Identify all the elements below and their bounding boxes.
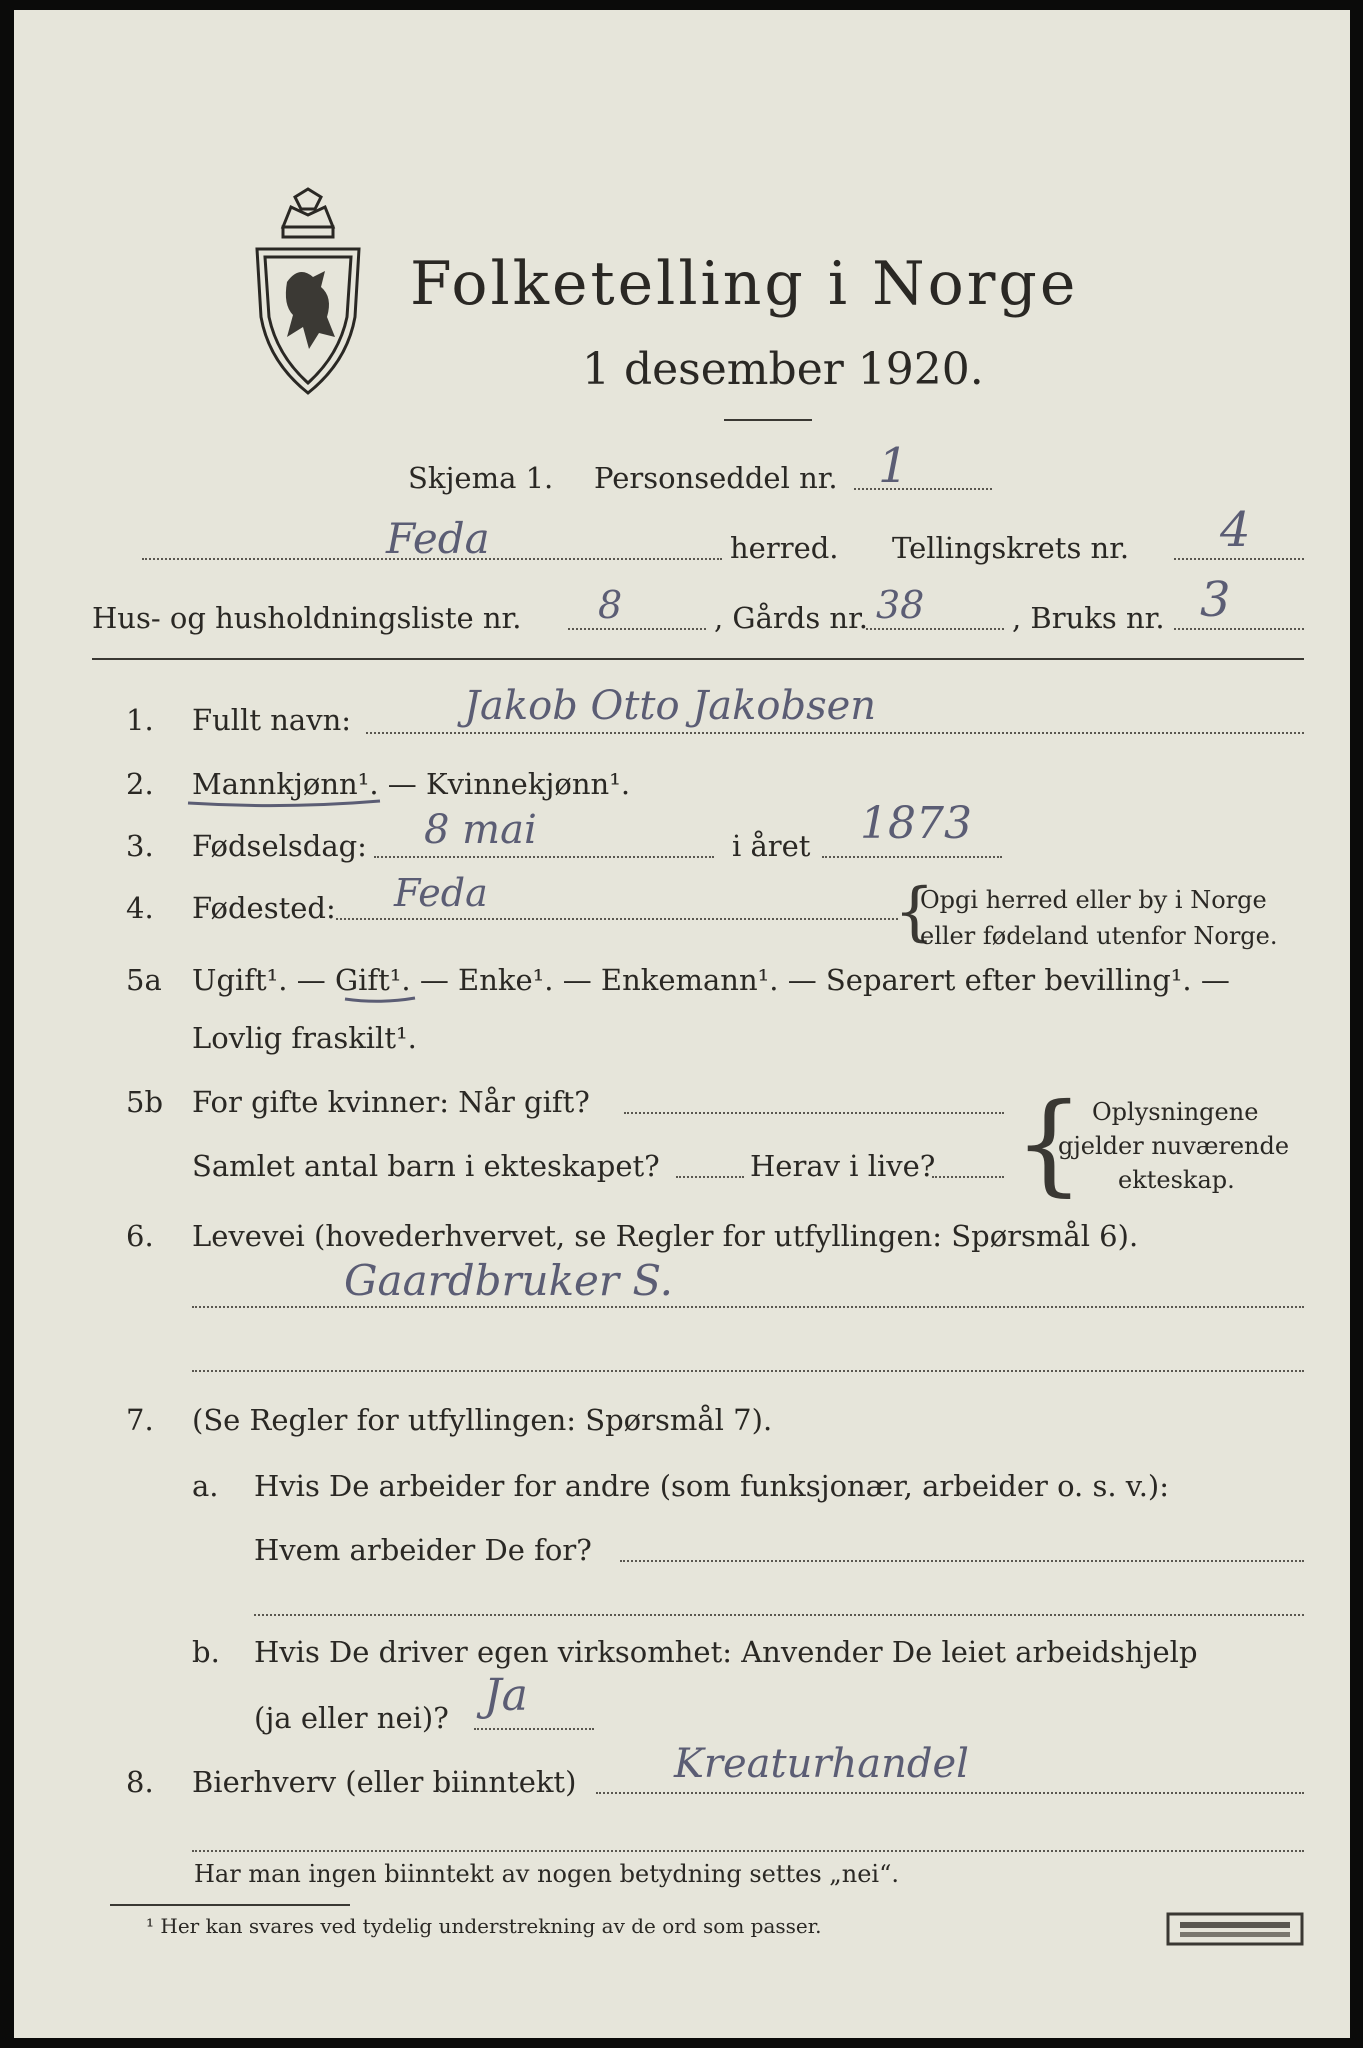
birthplace-label: Fødested: [192, 891, 336, 925]
occupation-value: Gaardbruker S. [344, 1256, 673, 1305]
birth-year-value: 1873 [860, 798, 972, 849]
full-name-label: Fullt navn: [192, 703, 352, 737]
full-name-value: Jakob Otto Jakobsen [464, 683, 877, 729]
gender-options: Mannkjønn¹. — Kvinnekjønn¹. [192, 767, 631, 801]
q7a-label: Hvis De arbeider for andre (som funksjonær, arbeider o. s. v.): [254, 1469, 1170, 1503]
side-income-note: Har man ingen biinntekt av nogen betydning settes „nei“. [194, 1860, 899, 1888]
bruks-label: , Bruks nr. [1012, 601, 1165, 635]
form-title: Folketelling i Norge [410, 249, 1079, 319]
hus-value: 8 [598, 583, 623, 627]
footnote: ¹ Her kan svares ved tydelig understrekning av de ord som passer. [146, 1914, 822, 1938]
employer-label: Hvem arbeider De for? [254, 1533, 592, 1567]
marital-options: Ugift¹. — Gift¹. — Enke¹. — Enkemann¹. — Separert efter bevilling¹. — [192, 963, 1230, 997]
form-date: 1 desember 1920. [582, 344, 984, 395]
marriage-note-3: ekteskap. [1118, 1166, 1235, 1194]
marital-underline [342, 992, 418, 1006]
personseddel-label: Personseddel nr. [594, 461, 838, 495]
marriage-note-2: gjelder nuværende [1058, 1132, 1290, 1160]
birthplace-value: Feda [394, 871, 488, 915]
side-income-label: Bierhverv (eller biinntekt) [192, 1765, 577, 1799]
census-form-page: Folketelling i Norge 1 desember 1920. Skjema 1. Personseddel nr. 1 Feda herred. Tellingskrets nr. 4 Hus- og husholdningsliste nr. 8 , Gårds nr. 38 , Bruks nr. 3 1. Fullt navn: Jakob Otto Jakobsen 2. Mannkjønn¹. — Kvinnekjønn¹. 3. Fødselsdag: 8 mai i året 1873 4. Fødested: Feda { Opgi herred eller by i Norge eller fødeland utenfor Norge. 5a Ugift¹. — Gift¹. — Enke¹. — Enkemann¹. — Separert efter bevilling¹. — Lovlig fraskilt¹. 5b For gifte kvinner: Når gift? Samlet antal barn i ekteskapet? Herav i live? { Oplysningene gjelder nuværende ekteskap. 6. Levevei (hovederhvervet, se Regler for utfyllingen: Spørsmål 6). Gaardbruker S. 7. (Se Regler for utfyllingen: Spørsmål 7). a. Hvis De arbeider for andre (som funksjonær, arbeider o. s. v.): Hvem arbeider De for? b. Hvis De driver egen virksomhet: Anvender De leiet arbeidshjelp (ja eller nei)? Ja 8. Bierhverv (eller biinntekt) Kreaturhandel Har man ingen biinntekt av nogen betydning settes „nei“. ¹ Her kan svares ved tydelig understrekning av de ord som passer. [14, 10, 1350, 2038]
q7b-value: Ja [484, 1670, 528, 1721]
personseddel-value: 1 [878, 438, 909, 494]
coat-of-arms-icon [247, 187, 369, 397]
q7b-question: (ja eller nei)? [254, 1701, 449, 1735]
q7-label: (Se Regler for utfyllingen: Spørsmål 7). [192, 1403, 773, 1437]
schema-label: Skjema 1. [408, 461, 554, 495]
birth-year-label: i året [732, 829, 811, 863]
hus-label: Hus- og husholdningsliste nr. [92, 601, 522, 635]
occupation-label: Levevei (hovederhvervet, se Regler for utfyllingen: Spørsmål 6). [192, 1219, 1139, 1253]
children-alive-label: Herav i live? [750, 1149, 936, 1183]
q7b-label: Hvis De driver egen virksomhet: Anvender De leiet arbeidshjelp [254, 1635, 1198, 1669]
marital-options-cont: Lovlig fraskilt¹. [192, 1021, 417, 1055]
children-total-label: Samlet antal barn i ekteskapet? [192, 1149, 660, 1183]
printer-stamp-icon [1166, 1912, 1304, 1946]
gender-underline [184, 795, 384, 811]
gards-value: 38 [876, 583, 925, 627]
marriage-note-1: Oplysningene [1092, 1098, 1259, 1126]
gards-label: , Gårds nr. [714, 601, 868, 635]
herred-label: herred. [730, 531, 839, 565]
birthdate-label: Fødselsdag: [192, 829, 367, 863]
bruks-value: 3 [1200, 572, 1231, 628]
tellingskrets-label: Tellingskrets nr. [892, 531, 1130, 565]
married-when-label: For gifte kvinner: Når gift? [192, 1085, 590, 1119]
birthplace-note-1: Opgi herred eller by i Norge [920, 886, 1267, 914]
tellingskrets-value: 4 [1220, 502, 1251, 558]
herred-value: Feda [386, 514, 490, 563]
birthdate-value: 8 mai [424, 807, 537, 853]
side-income-value: Kreaturhandel [674, 1741, 969, 1787]
birthplace-note-2: eller fødeland utenfor Norge. [920, 922, 1278, 950]
